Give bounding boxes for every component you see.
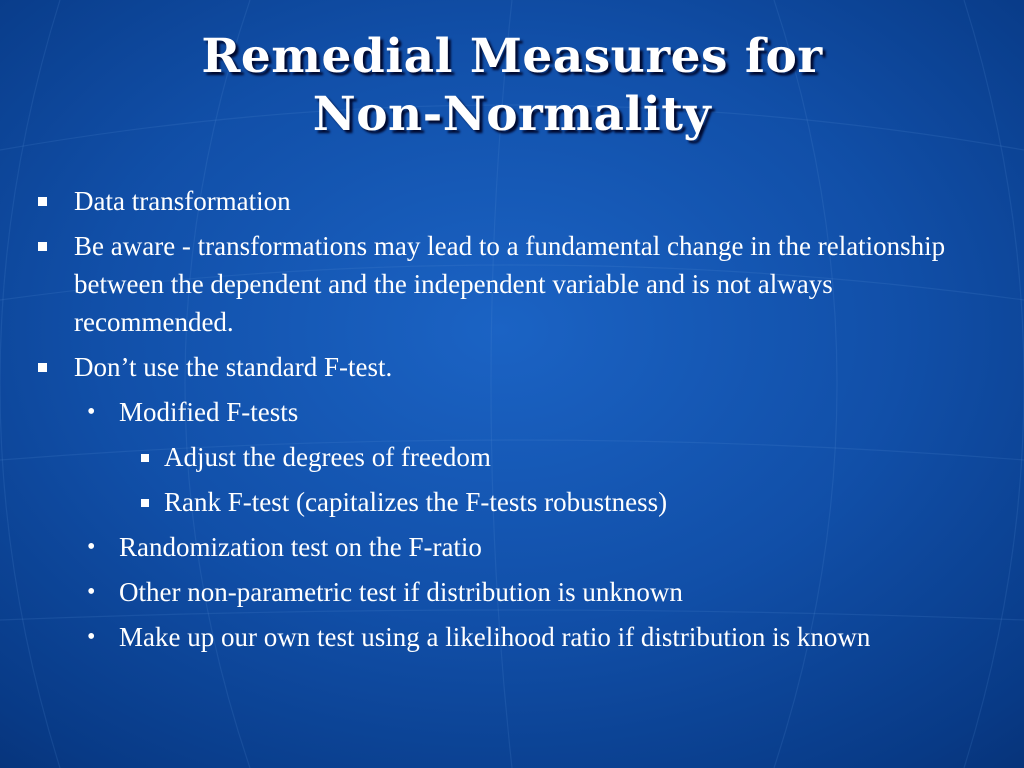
dot-bullet-icon: • — [87, 579, 96, 605]
bullet-text: Modified F-tests — [119, 397, 299, 427]
slide-title — [60, 28, 964, 144]
bullet-list — [0, 182, 1024, 663]
dot-bullet-icon: • — [87, 624, 96, 650]
sub-bullet-item — [0, 573, 959, 611]
bullet-text: Rank F-test (capitalizes the F-tests robustness) — [164, 487, 668, 517]
bullet-text: Other non-parametric test if distribution is unknown — [119, 577, 683, 607]
bullet-item — [0, 182, 954, 220]
sub-bullet-item — [0, 618, 959, 656]
bullet-item — [0, 348, 954, 386]
title-line-1: Remedial Measures for — [201, 29, 823, 84]
bullet-item — [0, 227, 954, 341]
sub-bullet-item — [0, 528, 959, 566]
bullet-text: Make up our own test using a likelihood ratio if distribution is known — [119, 622, 871, 652]
sub-bullet-item — [0, 393, 959, 431]
sub-sub-bullet-item — [0, 483, 954, 521]
dot-bullet-icon: • — [87, 399, 96, 425]
bullet-text: Data transformation — [74, 186, 291, 216]
title-line-2: Non-Normality — [312, 87, 712, 142]
bullet-text: Adjust the degrees of freedom — [164, 442, 491, 472]
dot-bullet-icon: • — [87, 534, 96, 560]
square-bullet-icon — [38, 363, 47, 372]
square-bullet-icon — [38, 197, 47, 206]
bullet-text: Randomization test on the F-ratio — [119, 532, 482, 562]
square-bullet-icon — [141, 499, 149, 507]
square-bullet-icon — [141, 454, 149, 462]
square-bullet-icon — [38, 242, 47, 251]
bullet-text: Don’t use the standard F-test. — [74, 352, 393, 382]
sub-sub-bullet-item — [0, 438, 954, 476]
bullet-text: Be aware - transformations may lead to a fundamental change in the relationship between the dependent and the independent variable and is not always recommended. — [74, 231, 946, 337]
